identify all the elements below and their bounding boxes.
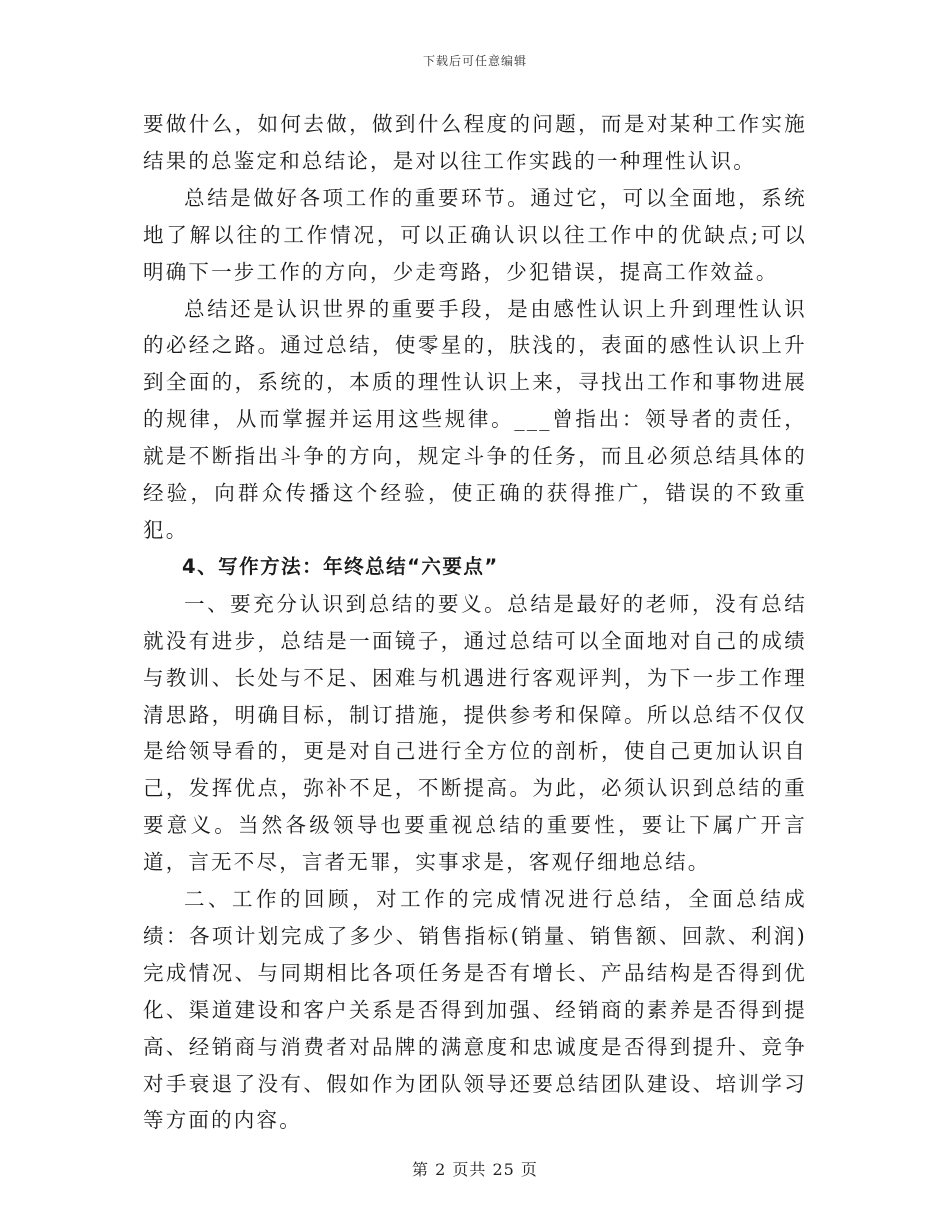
paragraph-point-two: 二、工作的回顾，对工作的完成情况进行总结，全面总结成绩：各项计划完成了多少、销售指标(销量、销售额、回款、利润)完成情况、与同期相比各项任务是否有增长、产品结构是否得到优化、渠道建设和客户关系是否得到加强、经销商的素养是否得到提高、经销商与消费者对品牌的满意度和忠诚度是否得到提升、竞争对手衰退了没有、假如作为团队领导还要总结团队建设、培训学习等方面的内容。 [143, 887, 807, 1133]
paragraph-importance: 总结是做好各项工作的重要环节。通过它，可以全面地，系统地了解以往的工作情况，可以正确认识以往工作中的优缺点;可以明确下一步工作的方向，少走弯路，少犯错误，提高工作效益。 [143, 185, 807, 284]
section-heading: 4、写作方法：年终总结“六要点” [182, 554, 499, 578]
paragraph-cognition: 总结还是认识世界的重要手段，是由感性认识上升到理性认识的必经之路。通过总结，使零星的，肤浅的，表面的感性认识上升到全面的，系统的，本质的理性认识上来，寻找出工作和事物进展的规律，从而掌握并运用这些规律。___曾指出：领导者的责任，就是不断指出斗争的方向，规定斗争的任务，而且必须总结具体的经验，向群众传播这个经验，使正确的获得推广，错误的不致重犯。 [143, 296, 807, 542]
paragraph-continuation: 要做什么，如何去做，做到什么程度的问题，而是对某种工作实施结果的总鉴定和总结论，是对以往工作实践的一种理性认识。 [143, 112, 807, 173]
paragraph-point-one: 一、要充分认识到总结的要义。总结是最好的老师，没有总结就没有进步，总结是一面镜子，通过总结可以全面地对自己的成绩与教训、长处与不足、困难与机遇进行客观评判，为下一步工作理清思路，明确目标，制订措施，提供参考和保障。所以总结不仅仅是给领导看的，更是对自己进行全方位的剖析，使自己更加认识自己，发挥优点，弥补不足，不断提高。为此，必须认识到总结的重要意义。当然各级领导也要重视总结的重要性，要让下属广开言道，言无不尽，言者无罪，实事求是，客观仔细地总结。 [143, 591, 807, 875]
page-number: 第 2 页共 25 页 [412, 1160, 538, 1179]
header-note: 下载后可任意编辑 [422, 54, 527, 68]
document-body [143, 106, 807, 1139]
